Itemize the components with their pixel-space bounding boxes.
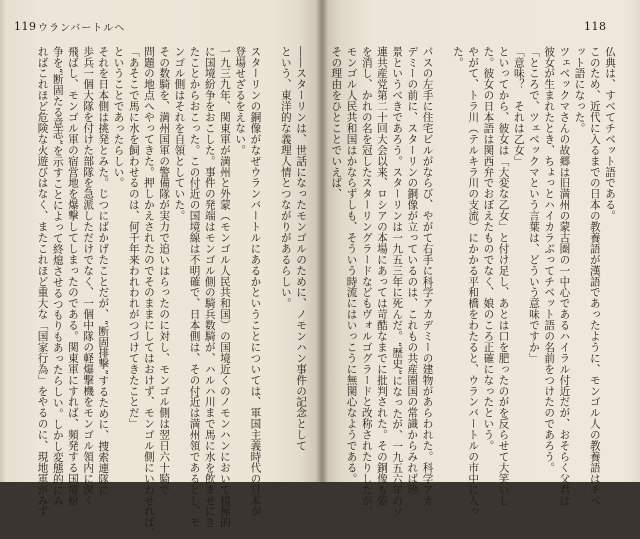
left-page-number: 119 bbox=[14, 20, 37, 33]
text-line: 彼女が生まれたとき、ちょっとハイカラぶってチベット語の名前をつけたのであろう。 bbox=[543, 46, 556, 474]
text-line: ツェベックマさんの故郷は旧満州の蒙古圏の一中心であるハイラル付近だが、おそらく父君は bbox=[558, 46, 571, 506]
blank-line bbox=[262, 46, 277, 458]
right-page-number: 118 bbox=[584, 20, 607, 33]
text-line: 「ところで、ツェベックマという言葉は、どういう意味ですか」 bbox=[527, 46, 540, 364]
text-line: といってから、彼女は「大変な乙女」と付け足し、あとは口を肥ったのがを反らせて大笑いし bbox=[497, 46, 510, 506]
text-line: 問題の地点へやってきた。押しかえされたのでそのままにしてはおけず、モンゴル側にいわせれば、 bbox=[142, 46, 155, 539]
text-line: 争を“断固たる意志”を示すことによって終熄させるつもりもあったらしい。しかし変態的にみ bbox=[51, 46, 64, 507]
text-line: 歩兵一個大隊を付けた部隊を急派しただけでなく、一個中隊の軽爆撃機をモンゴル領内に深く bbox=[82, 46, 95, 506]
text-line: ――スターリンは、世話になったモンゴルのために、ノモンハン事件の記念として bbox=[295, 46, 307, 452]
text-line: 景というべきであろう。スターリンは一九五三年に死んだ。“歴史”になったが、一九五六年のソ bbox=[391, 46, 404, 518]
text-line: た。彼女の日本語は関西弁でおぼえたものでなく、娘のころ正確になったという。 bbox=[482, 46, 495, 452]
text-line: このため、近代に入るまでの日本の教養語が漢語であったように、モンゴル人の教養語はチベ bbox=[588, 46, 601, 506]
text-line: という、東洋的な義理人情とつながりがあるらしい。 bbox=[279, 46, 292, 309]
text-line: それを日本側は挑発とみた。じつにばかげたことだが、“断固排撃”するために、捜索連隊に bbox=[97, 46, 110, 496]
text-line: ット語になった。 bbox=[573, 46, 586, 134]
left-page-text-column bbox=[36, 46, 308, 539]
text-line: たことからおこった。この付近の国境線は不明確で、日本側は、その付近は満州領であるとし、モ bbox=[188, 46, 201, 528]
text-line: に国境紛争をおこした。事件の発端はモンゴル側の騎兵数騎が、ハルハ川まで馬に水を飲ませにき bbox=[203, 46, 216, 528]
text-line: 「意味？ それは乙女」 bbox=[512, 46, 525, 167]
text-line: デミーの前に、スターリンの銅像が立っているのは、これもの共産圏国の常識からみれば珍 bbox=[406, 46, 419, 495]
text-line: 「あそこで馬に水を飼わせるのは、何千年来われわれがつづけてきたことだ」 bbox=[127, 46, 140, 430]
text-line: ンゴル側はそれを自領としていた。 bbox=[173, 46, 186, 222]
book-gutter bbox=[316, 0, 328, 482]
text-line: 連共産党第二十回大会以来、ロシアの本場にあっては苛酷なまでに批判された。その銅像も姿 bbox=[375, 46, 388, 506]
text-line: 飛ばし、モンゴル軍の宿営地を爆撃してしまったのである。関東軍にすれば、頻発する国境紛 bbox=[66, 46, 79, 506]
text-line: ということであったらしい。 bbox=[112, 46, 125, 189]
text-line: を消し、かれの名を冠したスターリングラードなどもヴォルゴグラードと改称されたりしたが、 bbox=[360, 46, 373, 517]
text-line: パスの左手に住宅ビルがならび、やがて右手に科学アカデミーの建物があらわれた。科学アカ bbox=[421, 46, 434, 506]
blank-line bbox=[435, 46, 450, 458]
text-line: た。 bbox=[451, 46, 464, 68]
text-line: 仏典は、すべてチベット語である。 bbox=[604, 46, 616, 222]
running-head: ウランバートルへ bbox=[38, 23, 126, 34]
text-line: その数騎を、満州国軍の警備隊が実力で追いはらったのに対し、モンゴル側は翌日六十騎で bbox=[158, 46, 171, 495]
text-line: スターリンの銅像がなぜウランバートルにあるかということについては、軍国主義時代の日本が bbox=[249, 46, 262, 517]
text-line: 一九三九年、関東軍が満州と外蒙（モンゴル人民共和国）の国境近くのノモンハンにおいて積極的 bbox=[218, 46, 231, 528]
text-line: やがて、トラ川（テルキラ川の支流）にかかる平和橋をわたると、ウランバートルの市中に入っ bbox=[467, 46, 480, 517]
text-line: ればこれほど危険な火遊びはなく、またこれほど重大な「国家行為」をやるのに、現地軍がみず bbox=[36, 46, 49, 517]
text-line: その理由をひとことでいえば、 bbox=[330, 46, 343, 200]
text-line: 登場せざるをえない。 bbox=[234, 46, 247, 156]
right-page-text-column bbox=[330, 46, 617, 518]
text-line: モンゴル人民共和国はかならずしも、そういう時流にはいっこうに無関心なようである。 bbox=[345, 46, 358, 484]
